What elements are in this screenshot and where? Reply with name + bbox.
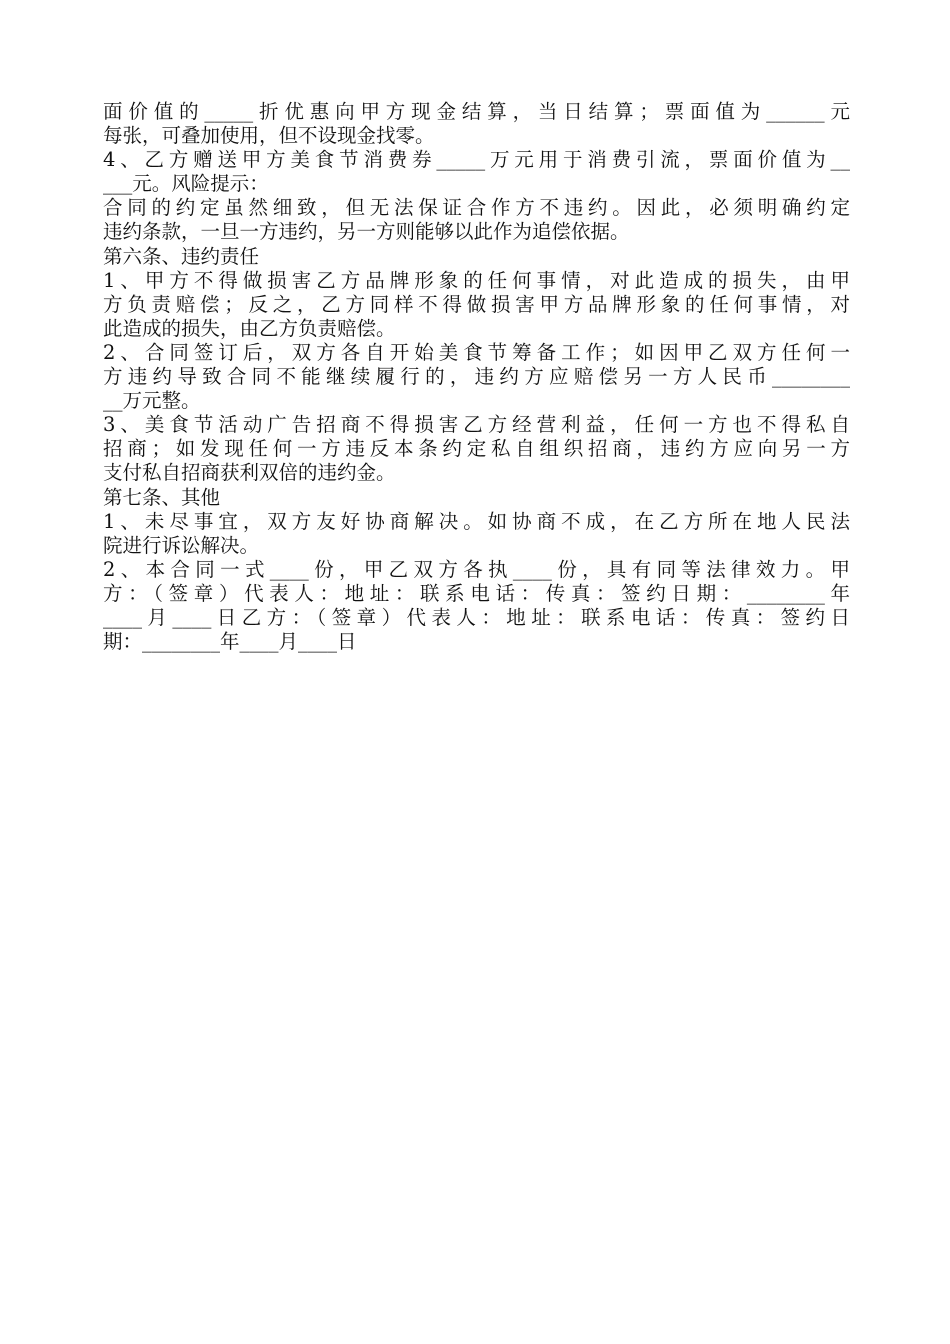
text-line: 此造成的损失，由乙方负责赔偿。 bbox=[103, 316, 396, 340]
text-line: 方：（签章）代表人：地址：联系电话：传真：签约日期：________年 bbox=[103, 581, 850, 605]
text-line: 支付私自招商获利双倍的违约金。 bbox=[103, 461, 396, 485]
text-line: 方违约导致合同不能继续履行的，违约方应赔偿另一方人民币________ bbox=[103, 365, 850, 389]
text-line: ____月____日乙方：（签章）代表人：地址：联系电话：传真：签约日 bbox=[103, 605, 850, 629]
text-line: 1、甲方不得做损害乙方品牌形象的任何事情，对此造成的损失，由甲 bbox=[103, 268, 850, 292]
text-line: 面价值的_____折优惠向甲方现金结算，当日结算；票面值为______元 bbox=[103, 100, 850, 123]
document-body bbox=[103, 100, 850, 654]
text-line: 招商；如发现任何一方违反本条约定私自组织招商，违约方应向另一方 bbox=[103, 437, 850, 461]
section-heading: 第六条、违约责任 bbox=[103, 244, 260, 268]
text-line: 违约条款，一旦一方违约，另一方则能够以此作为追偿依据。 bbox=[103, 220, 630, 244]
text-line: 每张，可叠加使用，但不设现金找零。 bbox=[103, 124, 435, 148]
section-heading: 第七条、其他 bbox=[103, 485, 221, 509]
text-line: __万元整。 bbox=[103, 389, 201, 413]
text-line: 院进行诉讼解决。 bbox=[103, 533, 260, 557]
text-line: 期：________年____月____日 bbox=[103, 630, 357, 654]
text-line: 2、本合同一式____份，甲乙双方各执____份，具有同等法律效力。甲 bbox=[103, 557, 850, 581]
text-line: 4、乙方赠送甲方美食节消费券_____万元用于消费引流，票面价值为__ bbox=[103, 148, 850, 172]
text-line: 1、未尽事宜，双方友好协商解决。如协商不成，在乙方所在地人民法 bbox=[103, 509, 850, 533]
text-line: 合同的约定虽然细致，但无法保证合作方不违约。因此，必须明确约定 bbox=[103, 196, 850, 220]
text-line: ___元。风险提示： bbox=[103, 172, 269, 196]
text-line: 2、合同签订后，双方各自开始美食节筹备工作；如因甲乙双方任何一 bbox=[103, 340, 850, 364]
text-line: 3、美食节活动广告招商不得损害乙方经营利益，任何一方也不得私自 bbox=[103, 413, 850, 437]
text-line: 方负责赔偿；反之，乙方同样不得做损害甲方品牌形象的任何事情，对 bbox=[103, 292, 850, 316]
